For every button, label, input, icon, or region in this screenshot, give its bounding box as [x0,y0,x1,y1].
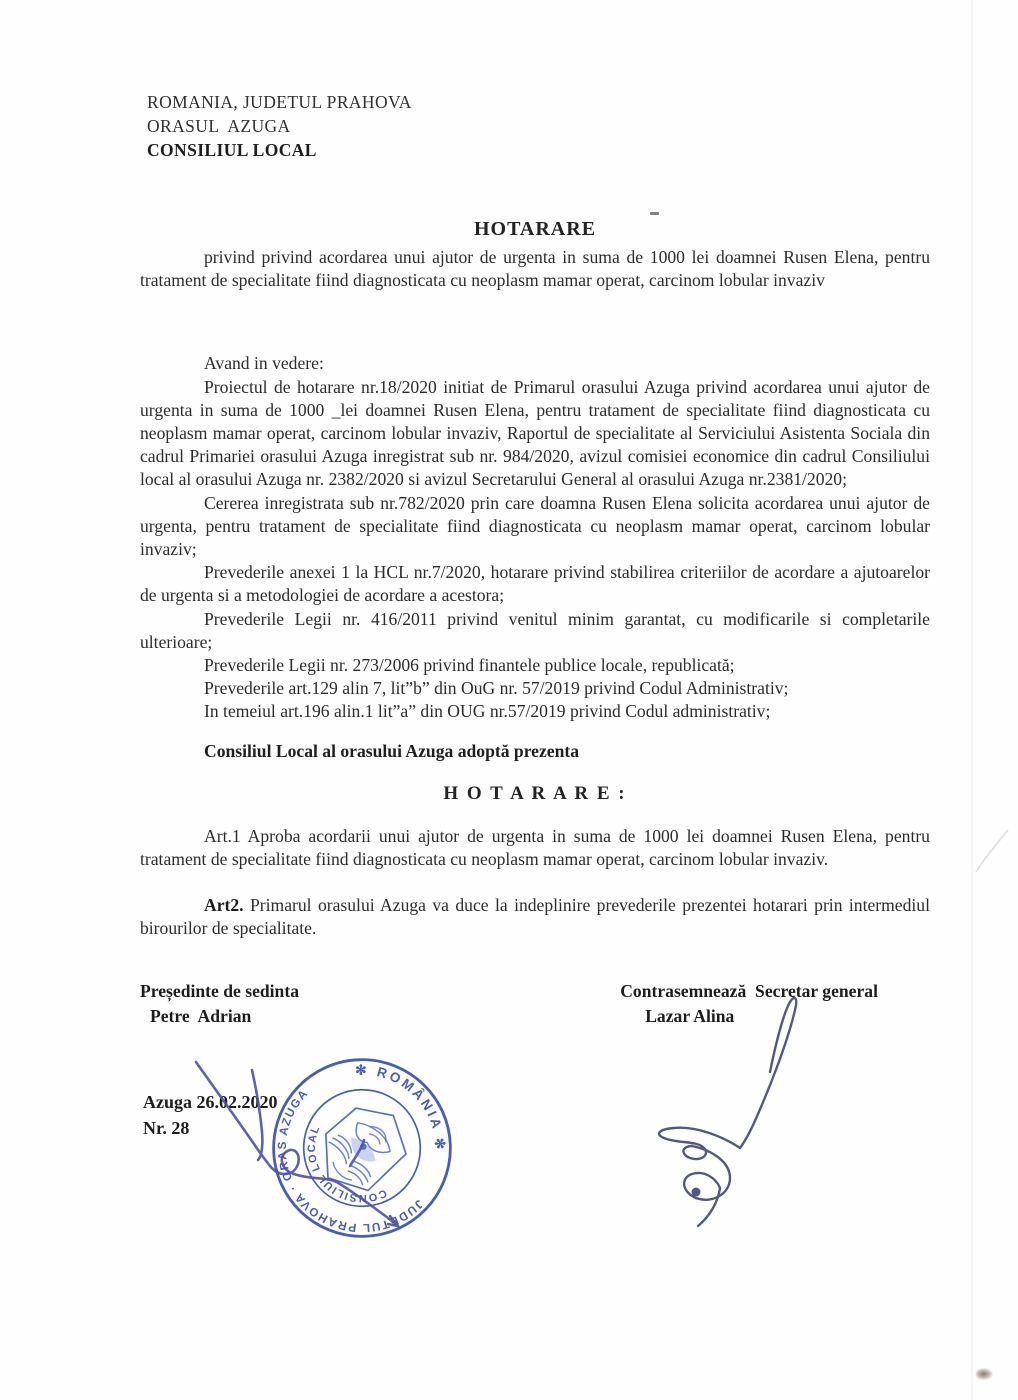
letterhead [140,0,930,162]
recital-paragraph-7: In temeiul art.196 alin.1 lit”a” din OUG nr.57/2019 privind Codul administrativ; [204,701,771,722]
recital-paragraph-3: Prevederile anexei 1 la HCL nr.7/2020, hotarare privind stabilirea criteriilor de acordare a ajutoarelor de urgenta si a metodologiei de acordare a acestora; [140,562,930,606]
document-title: HOTARARE [473,218,597,240]
recital-paragraph-6: Prevederile art.129 alin 7, lit”b” din OuG nr. 57/2019 privind Codul Administrativ; [204,678,789,699]
signature-row [140,979,930,1029]
signature-block-president [140,979,299,1029]
president-role-label: Președinte de sedinta [140,980,299,1001]
secretary-name: Lazar Alina [645,1005,735,1026]
article-2-text: Primarul orasului Azuga va duce la indeplinire prevederile prezentei hotarari prin intermediul birourilor de specialitate. [140,895,930,939]
article-1-label: Art.1 [204,825,241,846]
letterhead-council-line: CONSILIUL LOCAL [147,140,317,160]
ruling-heading: H O T A R A R E : [443,782,627,804]
letterhead-country-line: ROMANIA, JUDETUL PRAHOVA [147,92,412,112]
recital-paragraph-5: Prevederile Legii nr. 273/2006 privind finantele publice locale, republicată; [204,655,735,676]
document-footer [140,1089,930,1141]
letterhead-city-line: ORASUL AZUGA [147,116,291,136]
article-1 [140,825,930,871]
stamp-text-consiliul-local: CONSILIUL LOCAL [305,1123,389,1205]
stamp-text-romania: ✻ ROMÂNIA ✻ [355,1062,448,1153]
stamp-text-judet-oras: JUDETUL PRAHOVA · ORAS AZUGA [275,1086,426,1235]
recital-paragraph-4: Prevederile Legii nr. 416/2011 privind venitul minim garantat, cu modificarile si completarile ulterioare; [140,608,930,652]
secretary-role-label: Contrasemnează Secretar general [620,980,878,1001]
recital-paragraph-1: Proiectul de hotarare nr.18/2020 initiat de Primarul orasului Azuga privind acordarea unui ajutor de urgenta in suma de 1000 _lei doamnei Rusen Elena, pentru tratament de specialitate fiind diagnosticata cu neoplasm mamar operat, carcinom lobular invaziv, Raportul de specialitate al Serviciului Asistenta Sociala din cadrul Primariei orasului Azuga inregistrat sub nr. 984/2020, avizul comisiei economice din cadrul Consiliului local al orasului Azuga nr. 2382/2020 si avizul Secretarului General al orasului Azuga nr.2381/2020; [140,376,930,490]
president-name: Petre Adrian [150,1005,252,1026]
decision-number-line: Nr. 28 [143,1117,190,1138]
signature-block-secretary [620,979,878,1029]
article-2-label: Art2. [204,895,244,916]
scan-artifact-corner-smudge [976,1368,993,1380]
document-subtitle: privind privind acordarea unui ajutor de urgenta in suma de 1000 lei doamnei Rusen Elena, pentru tratament de specialitate fiind diagnosticata cu neoplasm mamar operat, carcinom lobular invaziv [140,247,930,291]
place-date-line: Azuga 26.02.2020 [143,1091,278,1112]
article-1-text: Aproba acordarii unui ajutor de urgenta in suma de 1000 lei doamnei Rusen Elena, pentru tratament de specialitate fiind diagnosticata cu neoplasm mamar operat, carcinom lobular invaziv. [140,825,930,870]
preamble-heading: Avand in vedere: [204,353,324,374]
recital-paragraph-2: Cererea inregistrata sub nr.782/2020 prin care doamna Rusen Elena solicita acordarea unui ajutor de urgenta, pentru tratament de specialitate fiind diagnosticata cu neoplasm mamar operat, carcinom lobular invaziv; [140,492,930,560]
adoption-line: Consiliul Local al orasului Azuga adoptă prezenta [204,740,580,761]
article-2 [140,894,930,940]
